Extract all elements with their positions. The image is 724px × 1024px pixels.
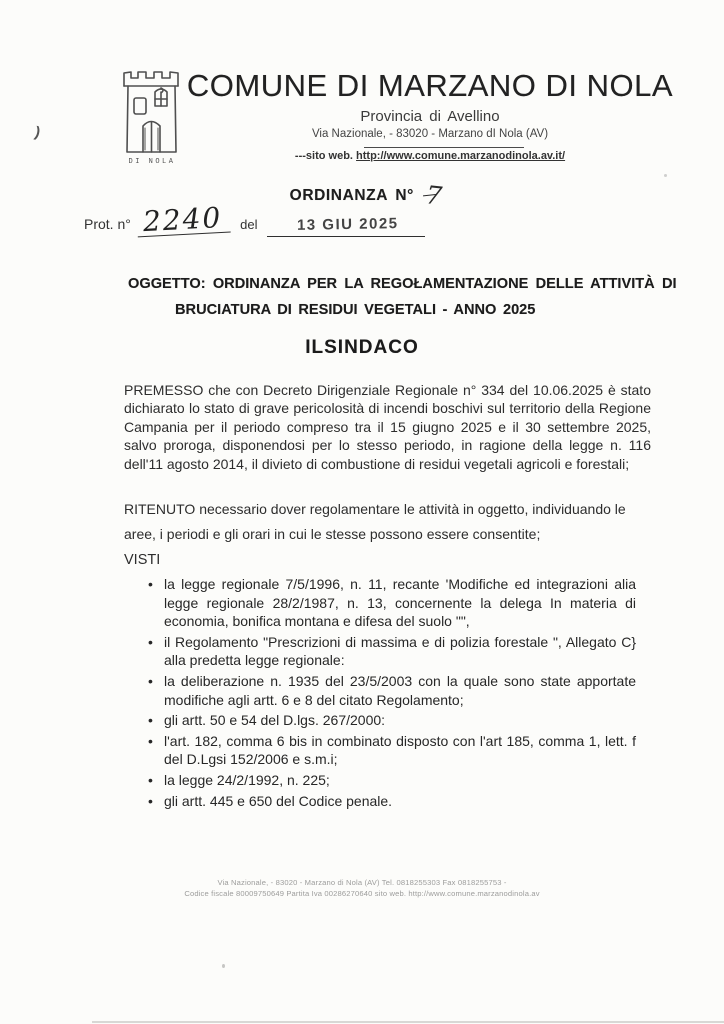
list-item: • la deliberazione n. 1935 del 23/5/2003 con la quale sono state apportate modifiche agli artt. 6 e 8 del citato Regolamento; xyxy=(148,672,636,709)
municipality-title: COMUNE DI MARZANO DI NOLA xyxy=(186,68,674,103)
document-body xyxy=(124,381,651,812)
list-item: • gli artt. 50 e 54 del D.lgs. 267/2000: xyxy=(148,711,636,730)
website-line xyxy=(180,150,680,162)
footer-block xyxy=(0,877,724,899)
protocol-row xyxy=(84,201,425,239)
subject-line-1: OGGETTO: ORDINANZA PER LA REGOŁAMENTAZIONE DELLE ATTIVITÀ DI xyxy=(128,276,677,292)
scan-speck xyxy=(664,174,667,177)
premesso-paragraph: PREMESSO che con Decreto Dirigenziale Regionale n° 334 del 10.06.2025 è stato dichiarato lo stato di grave pericolosità di incendi boschivi sul territorio della Regione Campania per il periodo compreso tra il 15 giugno 2025 e il 30 settembre 2025, salvo proroga, disponendosi per lo stesso periodo, in ragione della legge n. 116 dell'11 agosto 2014, il divieto di combustione di residui vegetali agricoli e forestali; xyxy=(124,382,651,472)
ordinance-label: ORDINANZA N° xyxy=(289,187,414,204)
handwritten-protocol-number: 2240 xyxy=(136,204,231,238)
visti-list xyxy=(124,575,636,810)
footer-line-2: Codice fiscale 80009750649 Partita Iva 00286270640 sito web. http://www.comune.marzanodinola.av xyxy=(184,889,540,898)
date-stamp-underline xyxy=(267,216,425,237)
list-item: • la legge regionale 7/5/1996, n. 11, recante 'Modifiche ed integrazioni alia legge regionale 28/2/1987, n. 13, concernente la delega In materia di economia, bonifica montana e difesa del suolo "", xyxy=(148,575,636,631)
list-item: • gli artt. 445 e 650 del Codice penale. xyxy=(148,792,636,811)
header-divider xyxy=(364,147,524,148)
issuer-heading: ILSINDACO xyxy=(305,337,419,358)
footer-line-1: Via Nazionale, - 83020 - Marzano di Nola (AV) Tel. 0818255303 Fax 0818255753 - xyxy=(217,878,507,887)
subject-line-2: BRUCIATURA DI RESIDUI VEGETALI - ANNO 2025 xyxy=(175,302,536,318)
handwritten-ordinance-number: 7 xyxy=(424,180,444,211)
visti-label: VISTI xyxy=(124,552,161,569)
website-prefix: ---sito web. xyxy=(294,150,353,162)
del-label: del xyxy=(240,217,258,232)
ritenuto-paragraph: RITENUTO necessario dover regolamentare le attività in oggetto, individuando le aree, i periodi e gli orari in cui le stesse possono essere consentite; xyxy=(124,501,626,543)
letterhead xyxy=(180,68,680,162)
list-item: • il Regolamento "Prescrizioni di massima e di polizia forestale ", Allegato C} alla predetta legge regionale: xyxy=(148,633,636,670)
scan-edge-line xyxy=(92,1021,724,1023)
scan-speck xyxy=(222,964,225,968)
logo-caption-glyphs: DI NOLA xyxy=(128,158,176,166)
website-url: http://www.comune.marzanodinola.av.it/ xyxy=(356,150,566,162)
list-item: • la legge 24/2/1992, n. 225; xyxy=(148,771,636,790)
province-subtitle: Provincia di Avellino xyxy=(360,108,500,125)
address-line: Via Nazionale, - 83020 - Marzano dI Nola (AV) xyxy=(311,128,549,140)
protocol-label: Prot. n° xyxy=(84,216,131,232)
list-item: • l'art. 182, comma 6 bis in combinato disposto con l'art 185, comma 1, lett. f del D.Lgsi 152/2006 e s.m.i; xyxy=(148,732,636,769)
date-stamp: 13 GIU 2025 xyxy=(297,215,400,234)
subject-block xyxy=(128,271,677,323)
scan-artifact-mark: ) xyxy=(33,123,42,142)
